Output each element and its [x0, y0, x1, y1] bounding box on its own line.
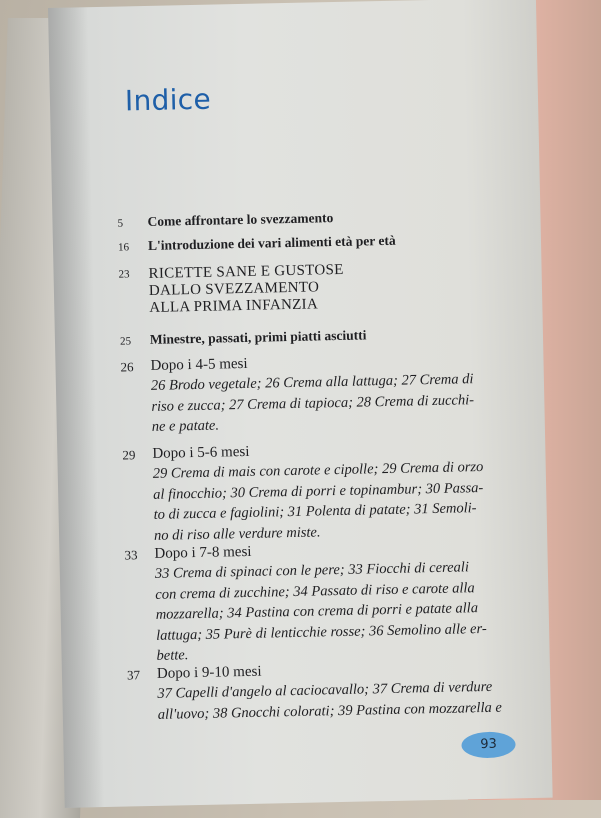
recipe-list	[155, 556, 547, 667]
index-entry-group	[127, 658, 548, 737]
entry-content	[157, 658, 548, 725]
index-entry	[117, 230, 538, 254]
age-heading: Dopo i 5-6 mesi	[152, 443, 250, 462]
index-entry-group	[120, 350, 542, 449]
age-heading: Dopo i 9-10 mesi	[156, 663, 262, 682]
entry-page-number: 5	[117, 217, 124, 230]
recipe-line: bette.	[156, 647, 189, 664]
entry-page-number: 16	[117, 241, 130, 254]
age-heading: Dopo i 7-8 mesi	[154, 543, 252, 562]
section-title	[148, 258, 539, 317]
recipe-line: con crema di zucchine; 34 Passato di riso e carote alla	[155, 579, 475, 603]
page-number-badge: 93	[461, 731, 516, 758]
entry-content	[150, 350, 542, 438]
recipe-line: no di riso alle verdure miste.	[153, 523, 321, 544]
age-heading: Dopo i 4-5 mesi	[150, 355, 248, 374]
section-title-line: ALLA PRIMA INFANZIA	[149, 296, 319, 316]
recipe-line: ne e patate.	[151, 417, 220, 435]
entry-title: L'introduzione dei vari alimenti età per età	[147, 232, 396, 253]
index-entry	[117, 206, 537, 230]
entry-page-number: 23	[118, 268, 130, 281]
recipe-line: 26 Brodo vegetale; 26 Crema alla lattuga; 27 Crema di	[150, 371, 474, 394]
recipe-line: all'uovo; 38 Gnocchi colorati; 39 Pastina con mozzarella e	[157, 699, 502, 723]
recipe-list	[151, 368, 542, 438]
recipe-list	[153, 456, 545, 546]
entry-content	[152, 438, 544, 546]
entry-title: Come affrontare lo svezzamento	[147, 210, 334, 229]
entry-page-number: 29	[122, 447, 136, 463]
recipe-line: riso e zucca; 27 Crema di tapioca; 28 Crema di zucchi-	[151, 391, 475, 415]
entry-page-number: 33	[124, 547, 138, 563]
index-entry-section	[118, 258, 539, 327]
entry-title: Minestre, passati, primi piatti asciutti	[149, 327, 367, 347]
section-title-line: DALLO SVEZZAMENTO	[148, 279, 320, 299]
recipe-line: 33 Crema di spinaci con le pere; 33 Fiocchi di cereali	[154, 559, 470, 582]
recipe-line: 37 Capelli d'angelo al caciocavallo; 37 Crema di verdure	[157, 678, 493, 702]
recipe-line: 29 Crema di mais con carote e cipolle; 29 Crema di orzo	[152, 458, 484, 482]
recipe-line: lattuga; 35 Purè di lenticchie rosse; 36 Semolino alle er-	[155, 620, 487, 644]
entry-page-number: 26	[120, 359, 134, 375]
section-title-line: RICETTE SANE E GUSTOSE	[148, 261, 344, 282]
entry-page-number: 37	[126, 667, 141, 683]
entry-content	[154, 538, 546, 667]
page-title: Indice	[124, 82, 212, 118]
entry-page-number: 25	[119, 335, 132, 348]
recipe-line: to di zucca e fagiolini; 31 Polenta di patate; 31 Semoli-	[153, 500, 477, 523]
recipe-line: mozzarella; 34 Pastina con crema di porri e patate alla	[155, 600, 479, 623]
book-page	[48, 0, 553, 808]
index-entry-group	[124, 538, 547, 677]
recipe-list	[157, 676, 548, 725]
recipe-line: al finocchio; 30 Crema di porri e topinambur; 30 Passa-	[153, 479, 484, 503]
